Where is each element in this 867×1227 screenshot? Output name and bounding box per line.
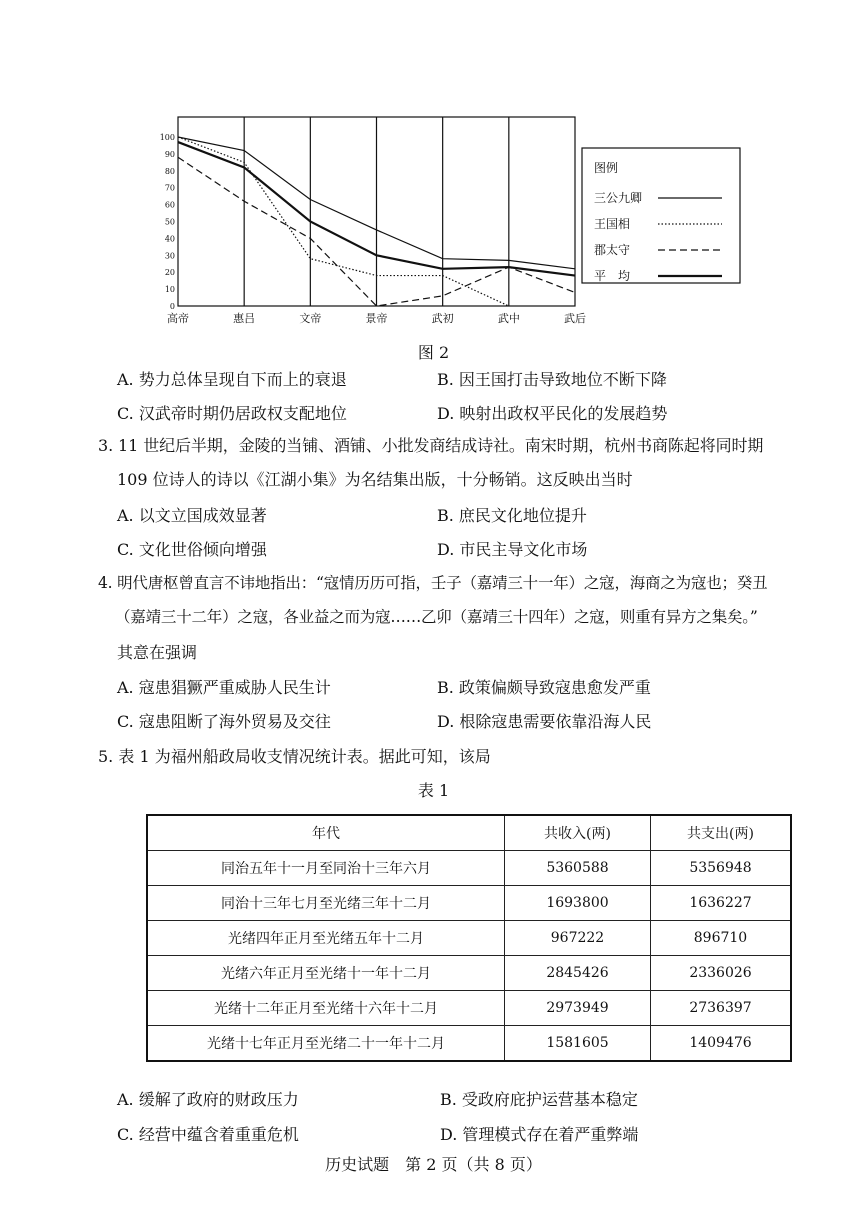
q3-stem-line2: 109 位诗人的诗以《江湖小集》为名结集出版，十分畅销。这反映出当时 <box>117 470 633 489</box>
x-tick-label: 武初 <box>431 312 454 325</box>
y-tick-label: 60 <box>164 200 175 210</box>
series-line-2 <box>178 137 509 306</box>
q4-option-c: C. 寇患阻断了海外贸易及交往 <box>117 712 331 731</box>
cell-income: 5360588 <box>505 851 651 886</box>
q5-option-c: C. 经营中蕴含着重重危机 <box>117 1125 299 1144</box>
y-tick-label: 10 <box>164 285 175 295</box>
q4-stem-line2: （嘉靖三十二年）之寇，各业益之而为寇……乙卯（嘉靖三十四年）之寇，则重有异方之集矣。” <box>115 608 758 626</box>
q2-option-c: C. 汉武帝时期仍居政权支配地位 <box>117 404 347 423</box>
q4-stem-line3: 其意在强调 <box>117 643 198 662</box>
y-tick-label: 90 <box>164 149 175 159</box>
q5-option-a: A. 缓解了政府的财政压力 <box>117 1090 299 1109</box>
cell-expense: 2336026 <box>651 956 792 991</box>
q5-option-b: B. 受政府庇护运营基本稳定 <box>440 1090 638 1109</box>
x-tick-label: 惠吕 <box>233 312 256 325</box>
y-tick-label: 50 <box>164 217 175 227</box>
x-tick-label: 景帝 <box>365 312 388 325</box>
cell-expense: 896710 <box>651 921 792 956</box>
cell-period: 同治五年十一月至同治十三年六月 <box>147 851 505 886</box>
table-row <box>147 851 791 886</box>
q2-option-b: B. 因王国打击导致地位不断下降 <box>437 370 667 389</box>
cell-period: 光绪十七年正月至光绪二十一年十二月 <box>147 1026 505 1062</box>
q2-option-a: A. 势力总体呈现自下而上的衰退 <box>117 370 347 389</box>
y-axis-ticks <box>160 133 175 311</box>
header-period: 年代 <box>147 815 505 851</box>
q2-option-d: D. 映射出政权平民化的发展趋势 <box>437 404 668 423</box>
q3-option-b: B. 庶民文化地位提升 <box>437 506 587 525</box>
q3-option-c: C. 文化世俗倾向增强 <box>117 540 267 559</box>
table-row <box>147 886 791 921</box>
page-footer: 历史试题 第 2 页（共 8 页） <box>325 1155 542 1174</box>
line-chart <box>150 108 750 333</box>
cell-expense: 1409476 <box>651 1026 792 1062</box>
table-header-row <box>147 815 791 851</box>
y-tick-label: 70 <box>164 183 175 193</box>
q3-option-d: D. 市民主导文化市场 <box>437 540 588 559</box>
cell-period: 光绪十二年正月至光绪十六年十二月 <box>147 991 505 1026</box>
y-tick-label: 100 <box>159 133 175 142</box>
table-row <box>147 1026 791 1062</box>
table-caption: 表 1 <box>417 781 450 800</box>
legend-label: 平 均 <box>594 269 631 283</box>
x-axis-ticks <box>167 311 586 325</box>
chart-legend <box>582 148 740 283</box>
legend-title: 图例 <box>594 161 619 175</box>
table-row <box>147 991 791 1026</box>
cell-income: 2845426 <box>505 956 651 991</box>
q4-stem-line1: 4. 明代唐枢曾直言不讳地指出：“寇情历历可指，壬子（嘉靖三十一年）之寇，海商之为寇也；癸丑 <box>98 574 768 592</box>
legend-label: 三公九卿 <box>594 191 643 205</box>
header-income: 共收入(两) <box>505 815 651 851</box>
table-row <box>147 921 791 956</box>
x-tick-label: 武中 <box>497 312 520 325</box>
y-tick-label: 80 <box>164 166 175 176</box>
cell-period: 同治十三年七月至光绪三年十二月 <box>147 886 505 921</box>
q4-option-a: A. 寇患猖獗严重威胁人民生计 <box>117 678 331 697</box>
cell-period: 光绪四年正月至光绪五年十二月 <box>147 921 505 956</box>
chart-frame <box>178 117 575 306</box>
x-tick-label: 高帝 <box>167 312 189 325</box>
y-tick-label: 40 <box>164 234 175 244</box>
y-tick-label: 0 <box>169 302 175 311</box>
legend-label: 王国相 <box>594 217 631 231</box>
figure-caption: 图 2 <box>417 343 450 362</box>
cell-expense: 1636227 <box>651 886 792 921</box>
cell-income: 967222 <box>505 921 651 956</box>
cell-expense: 5356948 <box>651 851 792 886</box>
y-tick-label: 20 <box>164 268 175 278</box>
cell-income: 1693800 <box>505 886 651 921</box>
finance-table <box>146 814 792 1062</box>
x-tick-label: 文帝 <box>299 312 322 325</box>
q3-stem-line1: 3. 11 世纪后半期，金陵的当铺、酒铺、小批发商结成诗社。南宋时期，杭州书商陈起将同时期 <box>98 436 764 455</box>
cell-income: 2973949 <box>505 991 651 1026</box>
q4-option-b: B. 政策偏颇导致寇患愈发严重 <box>437 678 651 697</box>
q5-stem: 5. 表 1 为福州船政局收支情况统计表。据此可知，该局 <box>98 747 491 766</box>
y-tick-label: 30 <box>164 251 175 261</box>
x-tick-label: 武后 <box>564 312 586 325</box>
cell-period: 光绪六年正月至光绪十一年十二月 <box>147 956 505 991</box>
cell-expense: 2736397 <box>651 991 792 1026</box>
cell-income: 1581605 <box>505 1026 651 1062</box>
q4-option-d: D. 根除寇患需要依靠沿海人民 <box>437 712 652 731</box>
table-row <box>147 956 791 991</box>
q3-option-a: A. 以文立国成效显著 <box>117 506 267 525</box>
q5-option-d: D. 管理模式存在着严重弊端 <box>440 1125 639 1144</box>
legend-label: 郡太守 <box>594 243 631 257</box>
header-expense: 共支出(两) <box>651 815 792 851</box>
